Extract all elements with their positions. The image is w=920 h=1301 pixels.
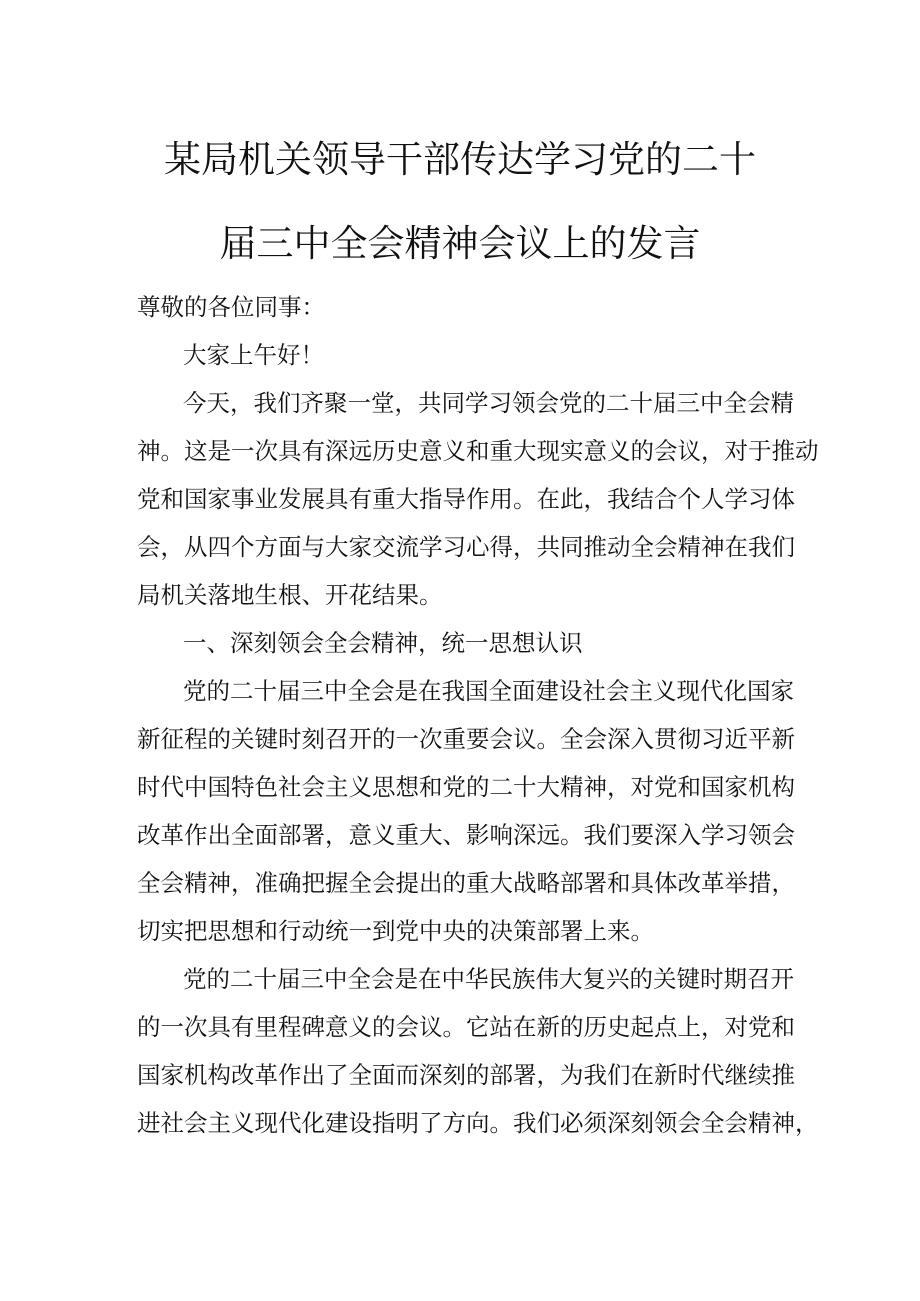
document-title-line-1: 某局机关领导干部传达学习党的二十 — [164, 138, 756, 181]
paragraph-2-line-4: 改革作出全面部署，意义重大、影响深远。我们要深入学习领会 — [137, 821, 795, 849]
section-heading-1: 一、深刻领会全会精神，统一思想认识 — [183, 629, 583, 657]
salutation: 尊敬的各位同事： — [137, 293, 325, 321]
paragraph-1-line-1: 今天，我们齐聚一堂，共同学习领会党的二十届三中全会精 — [183, 389, 794, 417]
paragraph-1-line-4: 会，从四个方面与大家交流学习心得，共同推动全会精神在我们 — [137, 533, 795, 561]
paragraph-2-line-5: 全会精神，准确把握全会提出的重大战略部署和具体改革举措， — [137, 869, 795, 897]
paragraph-2-line-2: 新征程的关键时刻召开的一次重要会议。全会深入贯彻习近平新 — [137, 725, 795, 753]
paragraph-1-line-2: 神。这是一次具有深远历史意义和重大现实意义的会议，对于推动 — [137, 437, 819, 465]
paragraph-3-line-4: 进社会主义现代化建设指明了方向。我们必须深刻领会全会精神， — [137, 1109, 819, 1137]
paragraph-1-line-5: 局机关落地生根、开花结果。 — [137, 581, 443, 609]
paragraph-3-line-1: 党的二十届三中全会是在中华民族伟大复兴的关键时期召开 — [183, 965, 794, 993]
paragraph-1-line-3: 党和国家事业发展具有重大指导作用。在此，我结合个人学习体 — [137, 485, 795, 513]
document-title-line-2: 届三中全会精神会议上的发言 — [219, 222, 701, 265]
paragraph-3-line-2: 的一次具有里程碑意义的会议。它站在新的历史起点上，对党和 — [137, 1013, 795, 1041]
paragraph-2-line-3: 时代中国特色社会主义思想和党的二十大精神，对党和国家机构 — [137, 773, 795, 801]
greeting: 大家上午好！ — [183, 341, 324, 369]
paragraph-2-line-6: 切实把思想和行动统一到党中央的决策部署上来。 — [137, 917, 654, 945]
paragraph-3-line-3: 国家机构改革作出了全面而深刻的部署，为我们在新时代继续推 — [137, 1061, 795, 1089]
paragraph-2-line-1: 党的二十届三中全会是在我国全面建设社会主义现代化国家 — [183, 677, 794, 705]
